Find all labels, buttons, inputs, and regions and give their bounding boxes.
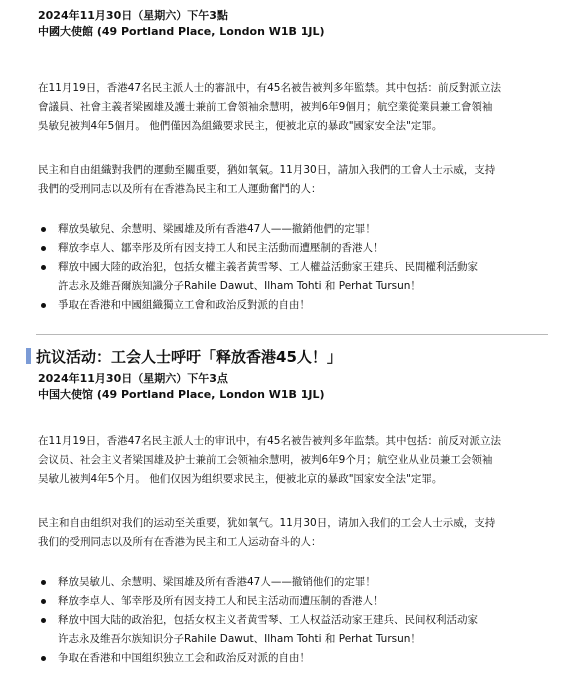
paragraph-line: 会议员、社会主义者梁国雄及护士兼前工会领袖余慧明，被判6年9个月；航空业从业员兼工会领袖	[38, 454, 493, 466]
section-heading	[26, 345, 342, 367]
event-details-traditional	[38, 8, 558, 40]
bullet-icon	[41, 580, 46, 585]
call-paragraph-simplified	[38, 514, 558, 552]
paragraph-line: 在11月19日，香港47名民主派人士的审讯中，有45名被告被判多年监禁。其中包括：前反对派立法	[38, 435, 501, 447]
paragraph-line: 會議員、社會主義者梁國雄及護士兼前工會領袖余慧明，被判6年9個月；航空業從業員兼工會領袖	[38, 101, 493, 113]
event-date: 2024年11月30日（星期六）下午3点	[38, 372, 228, 385]
list-item-line: 释放吴敏儿、余慧明、梁国雄及所有香港47人——撤销他们的定罪！	[58, 576, 376, 588]
section-divider	[36, 334, 548, 335]
intro-paragraph-traditional	[38, 79, 558, 136]
list-item-line: 釋放吳敏兒、余慧明、梁國雄及所有香港47人——撤銷他們的定罪！	[58, 223, 376, 235]
list-item-line: 争取在香港和中国组织独立工会和政治反对派的自由！	[58, 652, 310, 664]
list-item-line: 許志永及維吾爾族知識分子Rahile Dawut、Ilham Tohti 和 Perhat Tursun！	[58, 280, 421, 292]
paragraph-line: 我們的受刑同志以及所有在香港為民主和工人運動奮鬥的人：	[38, 183, 322, 195]
list-item	[38, 220, 558, 239]
event-details-simplified	[38, 371, 558, 403]
bullet-icon	[41, 656, 46, 661]
list-item-line: 釋放中國大陸的政治犯，包括女權主義者黃雪琴、工人權益活動家王建兵、民間權利活動家	[58, 261, 478, 273]
list-item-line: 许志永及维吾尔族知识分子Rahile Dawut、Ilham Tohti 和 Perhat Tursun！	[58, 633, 421, 645]
heading-accent-bar	[26, 348, 31, 364]
list-item	[38, 649, 558, 668]
bullet-icon	[41, 599, 46, 604]
list-item-line: 释放中国大陆的政治犯，包括女权主义者黄雪琴、工人权益活动家王建兵、民间权利活动家	[58, 614, 478, 626]
demands-list-traditional	[38, 220, 558, 315]
list-item-line: 釋放李卓人、鄒幸彤及所有因支持工人和民主活動而遭壓制的香港人！	[58, 242, 384, 254]
list-item	[38, 239, 558, 258]
list-item-line: 释放李卓人、邹幸彤及所有因支持工人和民主活动而遭压制的香港人！	[58, 595, 384, 607]
heading-text: 抗议活动：工会人士呼吁「释放香港45人！」	[36, 347, 342, 366]
list-item	[38, 296, 558, 315]
paragraph-line: 在11月19日，香港47名民主派人士的審訊中，有45名被告被判多年監禁。其中包括：前反對派立法	[38, 82, 501, 94]
bullet-icon	[41, 246, 46, 251]
bullet-icon	[41, 265, 46, 270]
list-item	[38, 573, 558, 592]
event-venue: 中國大使館 (49 Portland Place, London W1B 1JL)	[38, 25, 325, 38]
bullet-icon	[41, 618, 46, 623]
paragraph-line: 吳敏兒被判4年5個月。 他們僅因為組織要求民主，便被北京的暴政"國家安全法"定罪。	[38, 120, 443, 132]
paragraph-line: 民主和自由組織對我們的運動至關重要，猶如氧氣。11月30日，請加入我們的工會人士示威，支持	[38, 164, 496, 176]
event-venue: 中国大使馆 (49 Portland Place, London W1B 1JL)	[38, 388, 325, 401]
list-item	[38, 592, 558, 611]
call-paragraph-traditional	[38, 161, 558, 199]
list-item-line: 爭取在香港和中國組織獨立工會和政治反對派的自由！	[58, 299, 310, 311]
bullet-icon	[41, 227, 46, 232]
paragraph-line: 我们的受刑同志以及所有在香港为民主和工人运动奋斗的人：	[38, 536, 322, 548]
event-date: 2024年11月30日（星期六）下午3點	[38, 9, 228, 22]
paragraph-line: 吴敏儿被判4年5个月。 他们仅因为组织要求民主，便被北京的暴政"国家安全法"定罪。	[38, 473, 443, 485]
list-item	[38, 258, 558, 296]
intro-paragraph-simplified	[38, 432, 558, 489]
bullet-icon	[41, 303, 46, 308]
demands-list-simplified	[38, 573, 558, 668]
list-item	[38, 611, 558, 649]
paragraph-line: 民主和自由组织对我们的运动至关重要，犹如氧气。11月30日，请加入我们的工会人士示威，支持	[38, 517, 496, 529]
